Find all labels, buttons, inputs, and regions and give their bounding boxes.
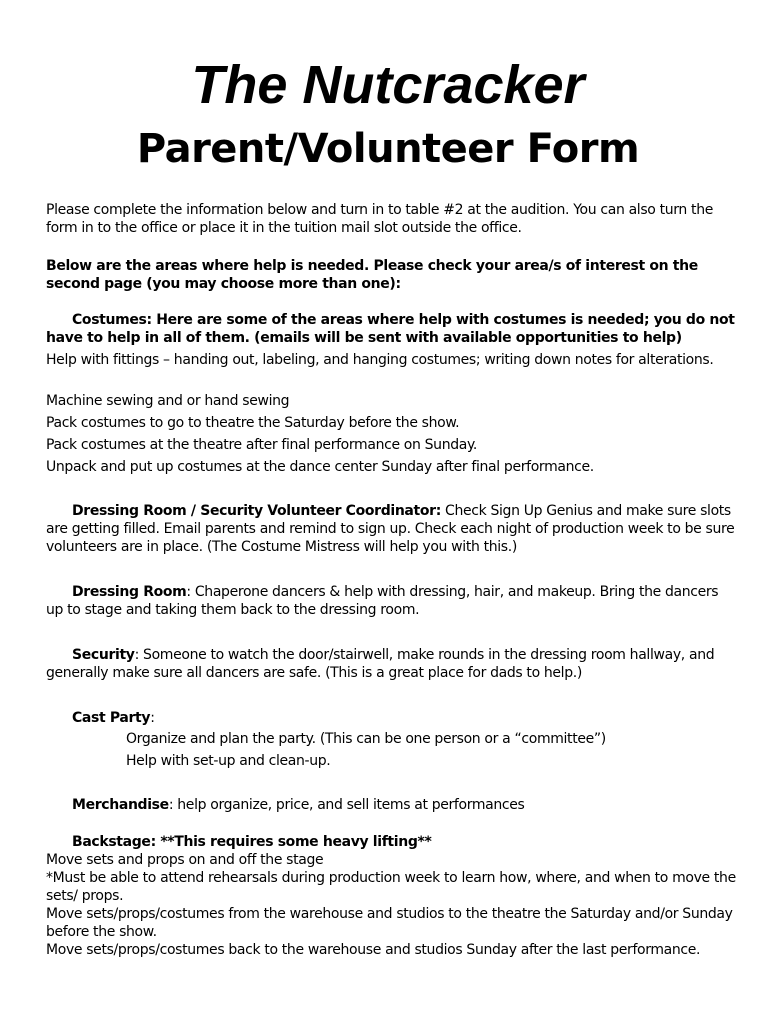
coordinator-label: Dressing Room / Security Volunteer Coordinator: (72, 503, 441, 519)
backstage-item-rehearsals: *Must be able to attend rehearsals during production week to learn how, where, and when to move the sets/ props. (46, 870, 736, 904)
merchandise-label: Merchandise (72, 797, 169, 813)
merchandise-paragraph (46, 796, 736, 814)
page-title: The Nutcracker (191, 55, 585, 115)
cast-party-item-setup: Help with set-up and clean-up. (126, 753, 331, 769)
costumes-item-pack-sunday: Pack costumes at the theatre after final performance on Sunday. (46, 437, 478, 453)
coordinator-paragraph (46, 502, 736, 556)
cast-party-colon: : (150, 710, 155, 726)
costumes-item-pack-saturday: Pack costumes to go to theatre the Saturday before the show. (46, 415, 460, 431)
costumes-item-fittings: Help with fittings – handing out, labeling, and hanging costumes; writing down notes for alterations. (46, 352, 714, 368)
backstage-item-move: Move sets and props on and off the stage (46, 852, 324, 868)
cast-party-item-organize: Organize and plan the party. (This can be one person or a “committee”) (126, 731, 606, 747)
intro-paragraph: Please complete the information below and turn in to table #2 at the audition. You can also turn the form in to the office or place it in the tuition mail slot outside the office. (46, 202, 713, 236)
costumes-heading: Costumes: Here are some of the areas where help with costumes is needed; you do not have to help in all of them. (emails will be sent with available opportunities to help) (46, 312, 735, 346)
dressing-room-text: : Chaperone dancers & help with dressing, hair, and makeup. Bring the dancers up to stage and taking them back to the dressing room. (46, 584, 719, 618)
security-paragraph (46, 646, 736, 682)
costumes-item-unpack: Unpack and put up costumes at the dance center Sunday after final performance. (46, 459, 594, 475)
page-subtitle: Parent/Volunteer Form (136, 126, 640, 172)
cast-party-heading (46, 709, 736, 727)
dressing-room-paragraph (46, 583, 736, 619)
security-label: Security (72, 647, 135, 663)
coordinator-text: Check Sign Up Genius and make sure slots are getting filled. Email parents and remind to sign up. Check each night of production week to be sure volunteers are in place. (The Costume Mistress will help you with this.) (46, 503, 735, 555)
merchandise-text: : help organize, price, and sell items at performances (168, 797, 525, 813)
cast-party-label: Cast Party (72, 710, 151, 726)
areas-intro: Below are the areas where help is needed. Please check your area/s of interest on the second page (you may choose more than one): (46, 258, 698, 292)
backstage-heading: Backstage: **This requires some heavy lifting** (72, 834, 432, 850)
dressing-room-label: Dressing Room (72, 584, 187, 600)
costumes-item-sewing: Machine sewing and or hand sewing (46, 393, 290, 409)
backstage-item-back: Move sets/props/costumes back to the warehouse and studios Sunday after the last performance. (46, 942, 701, 958)
security-text: : Someone to watch the door/stairwell, make rounds in the dressing room hallway, and generally make sure all dancers are safe. (This is a great place for dads to help.) (46, 647, 715, 681)
backstage-item-to-theatre: Move sets/props/costumes from the warehouse and studios to the theatre the Saturday and/or Sunday before the show. (46, 906, 733, 940)
